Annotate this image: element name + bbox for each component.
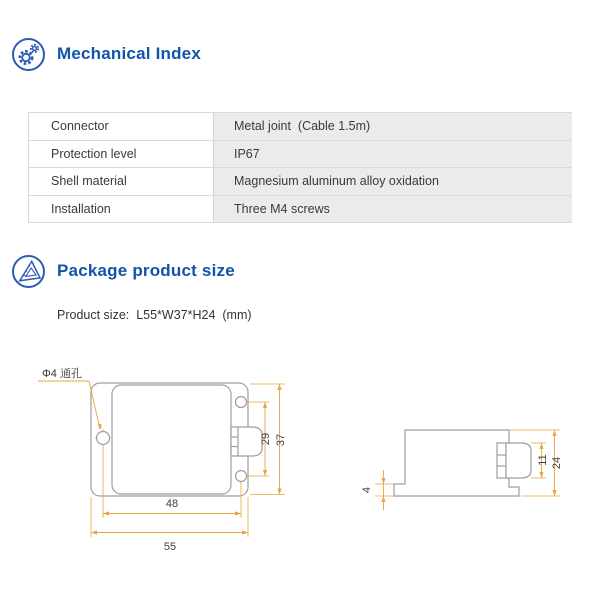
table-row [29,168,573,196]
dim-text-37: 37 [275,433,287,447]
spec-value: Metal joint (Cable 1.5m) [214,113,573,141]
spec-value: Three M4 screws [214,195,573,223]
table-row [29,113,573,141]
spec-value: IP67 [214,140,573,168]
dim-text-29: 29 [260,432,272,446]
mechanical-spec-table [28,112,572,223]
spec-value: Magnesium aluminum alloy oxidation [214,168,573,196]
spec-label: Installation [29,195,214,223]
gears-icon [12,38,45,71]
dim-text-24: 24 [551,456,563,470]
hole-label-text: Φ4 通孔 [42,368,82,380]
table-row [29,140,573,168]
dimension-4 [361,470,394,510]
spec-label: Protection level [29,140,214,168]
dim-text-4: 4 [361,486,373,494]
section-title-package-product-size: Package product size [57,261,235,280]
table-row [29,195,573,223]
front-view [91,383,262,496]
dimension-drawing [0,350,600,580]
spec-label: Shell material [29,168,214,196]
product-size-text: Product size: L55*W37*H24 (mm) [57,308,252,322]
dim-text-48: 48 [165,498,179,510]
section-title-mechanical-index: Mechanical Index [57,44,201,63]
dim-text-11: 11 [537,454,549,466]
dimension-11 [531,443,549,478]
side-view [394,430,531,496]
dim-text-55: 55 [163,541,177,553]
spec-label: Connector [29,113,214,141]
set-square-icon [12,255,45,288]
